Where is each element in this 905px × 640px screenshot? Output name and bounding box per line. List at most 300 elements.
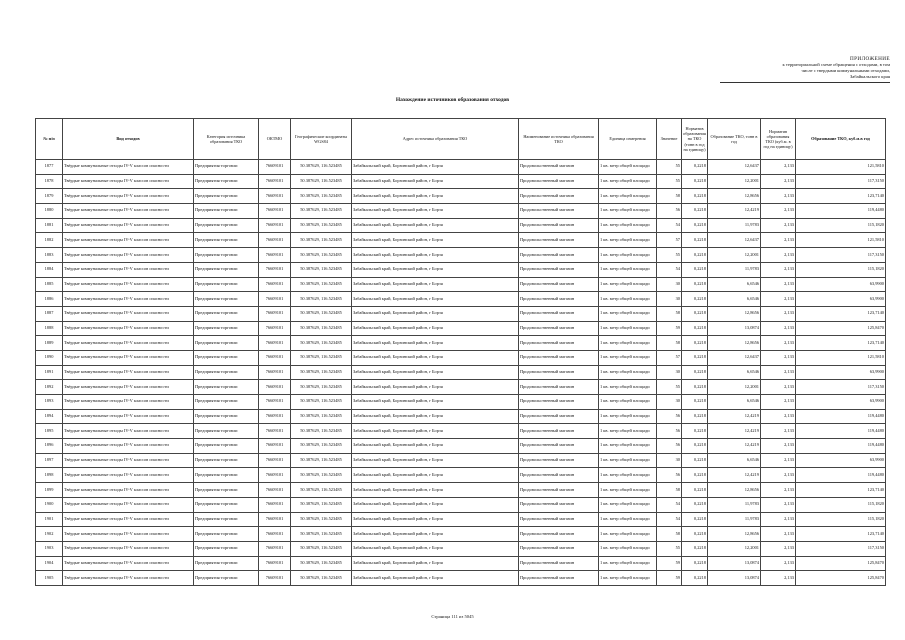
header-num: № п/п [36, 119, 63, 160]
table-row [36, 424, 886, 439]
cell-volume: 119,4480 [796, 439, 886, 454]
cell-unit: 1 кв. метр общей площади [599, 321, 657, 336]
table-row [36, 277, 886, 292]
cell-coords: 50.387629, 116.523485 [291, 483, 352, 498]
cell-oktmo: 76609101 [259, 527, 291, 542]
cell-value: 54 [657, 218, 682, 233]
cell-coords: 50.387629, 116.523485 [291, 541, 352, 556]
cell-waste: Твёрдые коммунальные отходы IV-V классов опасности [63, 248, 194, 263]
cell-waste: Твёрдые коммунальные отходы IV-V классов опасности [63, 439, 194, 454]
cell-volume: 63,9900 [796, 277, 886, 292]
cell-oktmo: 76609101 [259, 541, 291, 556]
cell-mass: 12,4219 [708, 409, 761, 424]
table-row [36, 439, 886, 454]
cell-waste: Твёрдые коммунальные отходы IV-V классов опасности [63, 483, 194, 498]
cell-norm-t: 0,2218 [682, 350, 708, 365]
cell-norm-t: 0,2218 [682, 262, 708, 277]
cell-volume: 121,5810 [796, 160, 886, 175]
cell-mass: 13,0874 [708, 321, 761, 336]
cell-coords: 50.387629, 116.523485 [291, 321, 352, 336]
cell-oktmo: 76609101 [259, 409, 291, 424]
cell-unit: 1 кв. метр общей площади [599, 453, 657, 468]
cell-norm-t: 0,2218 [682, 189, 708, 204]
cell-norm-m3: 2,133 [761, 497, 796, 512]
cell-oktmo: 76609101 [259, 248, 291, 263]
cell-waste: Твёрдые коммунальные отходы IV-V классов опасности [63, 292, 194, 307]
cell-address: Забайкальский край, Борзинский район, г Борзя [352, 292, 519, 307]
cell-norm-m3: 2,133 [761, 160, 796, 175]
cell-value: 30 [657, 292, 682, 307]
appendix-line: Забайкальского края [849, 74, 890, 79]
cell-unit: 1 кв. метр общей площади [599, 556, 657, 571]
header-value: Значение [657, 119, 682, 160]
cell-norm-m3: 2,133 [761, 365, 796, 380]
cell-address: Забайкальский край, Борзинский район, г Борзя [352, 409, 519, 424]
cell-norm-t: 0,2218 [682, 174, 708, 189]
table-row [36, 571, 886, 586]
cell-category: Предприятия торговли [194, 160, 259, 175]
cell-source: Продовольственный магазин [519, 292, 599, 307]
cell-address: Забайкальский край, Борзинский район, г Борзя [352, 350, 519, 365]
cell-coords: 50.387629, 116.523485 [291, 497, 352, 512]
cell-waste: Твёрдые коммунальные отходы IV-V классов опасности [63, 409, 194, 424]
table-row [36, 174, 886, 189]
cell-value: 30 [657, 277, 682, 292]
cell-source: Продовольственный магазин [519, 409, 599, 424]
cell-unit: 1 кв. метр общей площади [599, 395, 657, 410]
cell-volume: 117,3150 [796, 541, 886, 556]
cell-num: 1893 [36, 395, 63, 410]
cell-norm-t: 0,2218 [682, 483, 708, 498]
cell-source: Продовольственный магазин [519, 483, 599, 498]
cell-address: Забайкальский край, Борзинский район, г Борзя [352, 424, 519, 439]
cell-value: 59 [657, 321, 682, 336]
cell-volume: 123,7140 [796, 483, 886, 498]
appendix-block [700, 56, 890, 80]
cell-norm-t: 0,2218 [682, 527, 708, 542]
cell-norm-t: 0,2218 [682, 321, 708, 336]
table-row [36, 556, 886, 571]
cell-oktmo: 76609101 [259, 262, 291, 277]
cell-source: Продовольственный магазин [519, 160, 599, 175]
cell-address: Забайкальский край, Борзинский район, г Борзя [352, 483, 519, 498]
cell-coords: 50.387629, 116.523485 [291, 556, 352, 571]
cell-oktmo: 76609101 [259, 483, 291, 498]
cell-volume: 63,9900 [796, 453, 886, 468]
cell-mass: 13,0874 [708, 556, 761, 571]
cell-num: 1879 [36, 189, 63, 204]
cell-volume: 119,4480 [796, 204, 886, 219]
cell-oktmo: 76609101 [259, 512, 291, 527]
cell-norm-m3: 2,133 [761, 306, 796, 321]
cell-value: 30 [657, 453, 682, 468]
cell-coords: 50.387629, 116.523485 [291, 468, 352, 483]
cell-norm-t: 0,2218 [682, 424, 708, 439]
cell-source: Продовольственный магазин [519, 189, 599, 204]
cell-norm-m3: 2,133 [761, 571, 796, 586]
cell-mass: 12,2001 [708, 174, 761, 189]
cell-category: Предприятия торговли [194, 541, 259, 556]
appendix-line: к территориальной схеме обращения с отходами, в том [782, 62, 890, 67]
cell-source: Продовольственный магазин [519, 424, 599, 439]
cell-unit: 1 кв. метр общей площади [599, 541, 657, 556]
cell-mass: 13,0874 [708, 571, 761, 586]
cell-oktmo: 76609101 [259, 277, 291, 292]
cell-num: 1891 [36, 365, 63, 380]
cell-source: Продовольственный магазин [519, 527, 599, 542]
cell-category: Предприятия торговли [194, 395, 259, 410]
cell-coords: 50.387629, 116.523485 [291, 571, 352, 586]
cell-address: Забайкальский край, Борзинский район, г Борзя [352, 204, 519, 219]
cell-num: 1881 [36, 218, 63, 233]
cell-value: 54 [657, 512, 682, 527]
cell-norm-t: 0,2218 [682, 292, 708, 307]
cell-num: 1892 [36, 380, 63, 395]
table-row [36, 395, 886, 410]
cell-waste: Твёрдые коммунальные отходы IV-V классов опасности [63, 512, 194, 527]
cell-category: Предприятия торговли [194, 174, 259, 189]
cell-oktmo: 76609101 [259, 365, 291, 380]
cell-norm-m3: 2,133 [761, 292, 796, 307]
cell-waste: Твёрдые коммунальные отходы IV-V классов опасности [63, 424, 194, 439]
cell-volume: 121,5810 [796, 233, 886, 248]
cell-category: Предприятия торговли [194, 336, 259, 351]
cell-num: 1898 [36, 468, 63, 483]
cell-norm-t: 0,2218 [682, 380, 708, 395]
cell-norm-t: 0,2218 [682, 395, 708, 410]
cell-mass: 12,8656 [708, 306, 761, 321]
cell-coords: 50.387629, 116.523485 [291, 160, 352, 175]
cell-category: Предприятия торговли [194, 409, 259, 424]
table-row [36, 160, 886, 175]
cell-value: 59 [657, 556, 682, 571]
cell-address: Забайкальский край, Борзинский район, г Борзя [352, 365, 519, 380]
cell-norm-m3: 2,133 [761, 262, 796, 277]
cell-coords: 50.387629, 116.523485 [291, 395, 352, 410]
cell-coords: 50.387629, 116.523485 [291, 424, 352, 439]
cell-volume: 115,1820 [796, 218, 886, 233]
cell-coords: 50.387629, 116.523485 [291, 380, 352, 395]
cell-waste: Твёрдые коммунальные отходы IV-V классов опасности [63, 380, 194, 395]
cell-volume: 117,3150 [796, 174, 886, 189]
cell-oktmo: 76609101 [259, 395, 291, 410]
cell-norm-t: 0,2218 [682, 541, 708, 556]
table-row [36, 512, 886, 527]
cell-address: Забайкальский край, Борзинский район, г Борзя [352, 468, 519, 483]
table-row [36, 306, 886, 321]
cell-value: 56 [657, 424, 682, 439]
header-oktmo: ОКТМО [259, 119, 291, 160]
cell-waste: Твёрдые коммунальные отходы IV-V классов опасности [63, 468, 194, 483]
cell-volume: 121,5810 [796, 350, 886, 365]
cell-address: Забайкальский край, Борзинский район, г Борзя [352, 512, 519, 527]
cell-value: 55 [657, 160, 682, 175]
table-row [36, 218, 886, 233]
cell-oktmo: 76609101 [259, 218, 291, 233]
cell-waste: Твёрдые коммунальные отходы IV-V классов опасности [63, 541, 194, 556]
cell-norm-t: 0,2218 [682, 497, 708, 512]
cell-mass: 12,4219 [708, 468, 761, 483]
cell-norm-t: 0,2218 [682, 365, 708, 380]
cell-category: Предприятия торговли [194, 262, 259, 277]
cell-norm-t: 0,2218 [682, 556, 708, 571]
cell-unit: 1 кв. метр общей площади [599, 306, 657, 321]
cell-value: 55 [657, 248, 682, 263]
cell-address: Забайкальский край, Борзинский район, г Борзя [352, 189, 519, 204]
cell-volume: 125,8470 [796, 571, 886, 586]
cell-value: 58 [657, 336, 682, 351]
cell-category: Предприятия торговли [194, 365, 259, 380]
cell-oktmo: 76609101 [259, 556, 291, 571]
cell-value: 59 [657, 571, 682, 586]
cell-norm-m3: 2,133 [761, 204, 796, 219]
page-footer: Страница 111 из 5045 [431, 614, 474, 619]
cell-volume: 115,1820 [796, 512, 886, 527]
cell-coords: 50.387629, 116.523485 [291, 292, 352, 307]
cell-value: 58 [657, 483, 682, 498]
cell-norm-m3: 2,133 [761, 468, 796, 483]
cell-value: 55 [657, 541, 682, 556]
appendix-rule [720, 82, 890, 83]
cell-category: Предприятия торговли [194, 512, 259, 527]
cell-coords: 50.387629, 116.523485 [291, 453, 352, 468]
cell-norm-m3: 2,133 [761, 321, 796, 336]
cell-volume: 115,1820 [796, 262, 886, 277]
cell-num: 1888 [36, 321, 63, 336]
table-row [36, 527, 886, 542]
cell-mass: 12,6437 [708, 160, 761, 175]
cell-source: Продовольственный магазин [519, 497, 599, 512]
cell-unit: 1 кв. метр общей площади [599, 497, 657, 512]
cell-num: 1899 [36, 483, 63, 498]
cell-unit: 1 кв. метр общей площади [599, 262, 657, 277]
cell-norm-m3: 2,133 [761, 395, 796, 410]
cell-oktmo: 76609101 [259, 336, 291, 351]
cell-waste: Твёрдые коммунальные отходы IV-V классов опасности [63, 233, 194, 248]
cell-coords: 50.387629, 116.523485 [291, 174, 352, 189]
cell-volume: 117,3150 [796, 248, 886, 263]
cell-num: 1903 [36, 541, 63, 556]
cell-unit: 1 кв. метр общей площади [599, 571, 657, 586]
cell-source: Продовольственный магазин [519, 439, 599, 454]
cell-norm-m3: 2,133 [761, 483, 796, 498]
cell-oktmo: 76609101 [259, 160, 291, 175]
cell-num: 1882 [36, 233, 63, 248]
cell-address: Забайкальский край, Борзинский район, г Борзя [352, 321, 519, 336]
cell-mass: 12,6437 [708, 350, 761, 365]
cell-norm-t: 0,2218 [682, 160, 708, 175]
cell-mass: 12,4219 [708, 424, 761, 439]
cell-waste: Твёрдые коммунальные отходы IV-V классов опасности [63, 497, 194, 512]
cell-unit: 1 кв. метр общей площади [599, 350, 657, 365]
cell-category: Предприятия торговли [194, 424, 259, 439]
cell-value: 55 [657, 380, 682, 395]
cell-mass: 6,6546 [708, 277, 761, 292]
cell-address: Забайкальский край, Борзинский район, г Борзя [352, 336, 519, 351]
cell-volume: 117,3150 [796, 380, 886, 395]
header-coords: Географические координаты WGS84 [291, 119, 352, 160]
header-norm-t: Норматив образования на ТКО (тонн в год на единицу) [682, 119, 708, 160]
appendix-title: ПРИЛОЖЕНИЕ [850, 56, 890, 62]
cell-oktmo: 76609101 [259, 189, 291, 204]
cell-norm-m3: 2,133 [761, 277, 796, 292]
cell-address: Забайкальский край, Борзинский район, г Борзя [352, 497, 519, 512]
cell-coords: 50.387629, 116.523485 [291, 248, 352, 263]
cell-value: 56 [657, 204, 682, 219]
cell-mass: 12,8656 [708, 527, 761, 542]
cell-value: 57 [657, 350, 682, 365]
cell-unit: 1 кв. метр общей площади [599, 189, 657, 204]
cell-num: 1887 [36, 306, 63, 321]
header-volume: Образование ТКО, куб.м.в год [796, 119, 886, 160]
cell-norm-m3: 2,133 [761, 527, 796, 542]
appendix-line: числе с твердыми коммунальными отходами, [801, 68, 890, 73]
table-row [36, 189, 886, 204]
cell-coords: 50.387629, 116.523485 [291, 527, 352, 542]
cell-volume: 63,9900 [796, 365, 886, 380]
cell-coords: 50.387629, 116.523485 [291, 233, 352, 248]
cell-volume: 115,1820 [796, 497, 886, 512]
cell-waste: Твёрдые коммунальные отходы IV-V классов опасности [63, 350, 194, 365]
cell-category: Предприятия торговли [194, 218, 259, 233]
cell-coords: 50.387629, 116.523485 [291, 218, 352, 233]
cell-source: Продовольственный магазин [519, 262, 599, 277]
cell-category: Предприятия торговли [194, 292, 259, 307]
cell-address: Забайкальский край, Борзинский район, г Борзя [352, 277, 519, 292]
cell-oktmo: 76609101 [259, 468, 291, 483]
cell-category: Предприятия торговли [194, 189, 259, 204]
cell-unit: 1 кв. метр общей площади [599, 527, 657, 542]
cell-source: Продовольственный магазин [519, 218, 599, 233]
cell-num: 1894 [36, 409, 63, 424]
cell-coords: 50.387629, 116.523485 [291, 189, 352, 204]
cell-waste: Твёрдые коммунальные отходы IV-V классов опасности [63, 262, 194, 277]
cell-norm-t: 0,2218 [682, 218, 708, 233]
cell-mass: 12,2001 [708, 248, 761, 263]
cell-source: Продовольственный магазин [519, 321, 599, 336]
cell-norm-t: 0,2218 [682, 336, 708, 351]
cell-unit: 1 кв. метр общей площади [599, 160, 657, 175]
cell-unit: 1 кв. метр общей площади [599, 218, 657, 233]
cell-volume: 119,4480 [796, 468, 886, 483]
cell-category: Предприятия торговли [194, 233, 259, 248]
cell-source: Продовольственный магазин [519, 380, 599, 395]
cell-category: Предприятия торговли [194, 497, 259, 512]
cell-address: Забайкальский край, Борзинский район, г Борзя [352, 262, 519, 277]
cell-mass: 12,4219 [708, 439, 761, 454]
cell-norm-t: 0,2218 [682, 512, 708, 527]
cell-norm-m3: 2,133 [761, 556, 796, 571]
cell-category: Предприятия торговли [194, 571, 259, 586]
cell-waste: Твёрдые коммунальные отходы IV-V классов опасности [63, 218, 194, 233]
cell-volume: 119,4480 [796, 409, 886, 424]
cell-address: Забайкальский край, Борзинский район, г Борзя [352, 233, 519, 248]
cell-waste: Твёрдые коммунальные отходы IV-V классов опасности [63, 160, 194, 175]
cell-address: Забайкальский край, Борзинский район, г Борзя [352, 395, 519, 410]
cell-address: Забайкальский край, Борзинский район, г Борзя [352, 527, 519, 542]
table-row [36, 365, 886, 380]
cell-num: 1905 [36, 571, 63, 586]
cell-num: 1901 [36, 512, 63, 527]
table-row [36, 321, 886, 336]
header-mass: Образование ТКО, тонн в год [708, 119, 761, 160]
table-row [36, 453, 886, 468]
table-row [36, 350, 886, 365]
cell-value: 58 [657, 189, 682, 204]
cell-mass: 11,9783 [708, 497, 761, 512]
table-row [36, 497, 886, 512]
cell-norm-m3: 2,133 [761, 380, 796, 395]
cell-norm-m3: 2,133 [761, 248, 796, 263]
cell-norm-m3: 2,133 [761, 424, 796, 439]
cell-waste: Твёрдые коммунальные отходы IV-V классов опасности [63, 174, 194, 189]
cell-category: Предприятия торговли [194, 527, 259, 542]
cell-num: 1880 [36, 204, 63, 219]
cell-waste: Твёрдые коммунальные отходы IV-V классов опасности [63, 571, 194, 586]
cell-mass: 12,8656 [708, 336, 761, 351]
table-row [36, 248, 886, 263]
cell-category: Предприятия торговли [194, 439, 259, 454]
cell-num: 1896 [36, 439, 63, 454]
cell-address: Забайкальский край, Борзинский район, г Борзя [352, 571, 519, 586]
cell-oktmo: 76609101 [259, 497, 291, 512]
cell-norm-m3: 2,133 [761, 512, 796, 527]
cell-volume: 125,8470 [796, 321, 886, 336]
table-row [36, 233, 886, 248]
cell-norm-m3: 2,133 [761, 541, 796, 556]
cell-waste: Твёрдые коммунальные отходы IV-V классов опасности [63, 204, 194, 219]
cell-norm-m3: 2,133 [761, 218, 796, 233]
cell-value: 55 [657, 174, 682, 189]
cell-category: Предприятия торговли [194, 248, 259, 263]
cell-source: Продовольственный магазин [519, 233, 599, 248]
cell-unit: 1 кв. метр общей площади [599, 277, 657, 292]
cell-norm-t: 0,2218 [682, 571, 708, 586]
cell-category: Предприятия торговли [194, 380, 259, 395]
document-title: Нахождение источников образования отходов [395, 97, 510, 103]
sources-table [35, 118, 886, 586]
cell-num: 1890 [36, 350, 63, 365]
header-category: Категория источника образования ТКО [194, 119, 259, 160]
cell-waste: Твёрдые коммунальные отходы IV-V классов опасности [63, 321, 194, 336]
cell-norm-t: 0,2218 [682, 409, 708, 424]
cell-address: Забайкальский край, Борзинский район, г Борзя [352, 380, 519, 395]
cell-source: Продовольственный магазин [519, 541, 599, 556]
cell-norm-m3: 2,133 [761, 174, 796, 189]
cell-source: Продовольственный магазин [519, 365, 599, 380]
cell-norm-t: 0,2218 [682, 468, 708, 483]
cell-volume: 123,7140 [796, 306, 886, 321]
cell-num: 1904 [36, 556, 63, 571]
table-header-row [36, 119, 886, 160]
cell-source: Продовольственный магазин [519, 350, 599, 365]
table-row [36, 409, 886, 424]
cell-mass: 11,9783 [708, 218, 761, 233]
cell-waste: Твёрдые коммунальные отходы IV-V классов опасности [63, 527, 194, 542]
cell-oktmo: 76609101 [259, 453, 291, 468]
cell-address: Забайкальский край, Борзинский район, г Борзя [352, 306, 519, 321]
cell-category: Предприятия торговли [194, 306, 259, 321]
cell-oktmo: 76609101 [259, 204, 291, 219]
cell-unit: 1 кв. метр общей площади [599, 365, 657, 380]
cell-oktmo: 76609101 [259, 174, 291, 189]
cell-mass: 12,6437 [708, 233, 761, 248]
header-norm-m3: Норматив образования ТКО (куб.м. в год на единицу) [761, 119, 796, 160]
cell-mass: 6,6546 [708, 453, 761, 468]
cell-category: Предприятия торговли [194, 556, 259, 571]
cell-coords: 50.387629, 116.523485 [291, 365, 352, 380]
cell-oktmo: 76609101 [259, 439, 291, 454]
